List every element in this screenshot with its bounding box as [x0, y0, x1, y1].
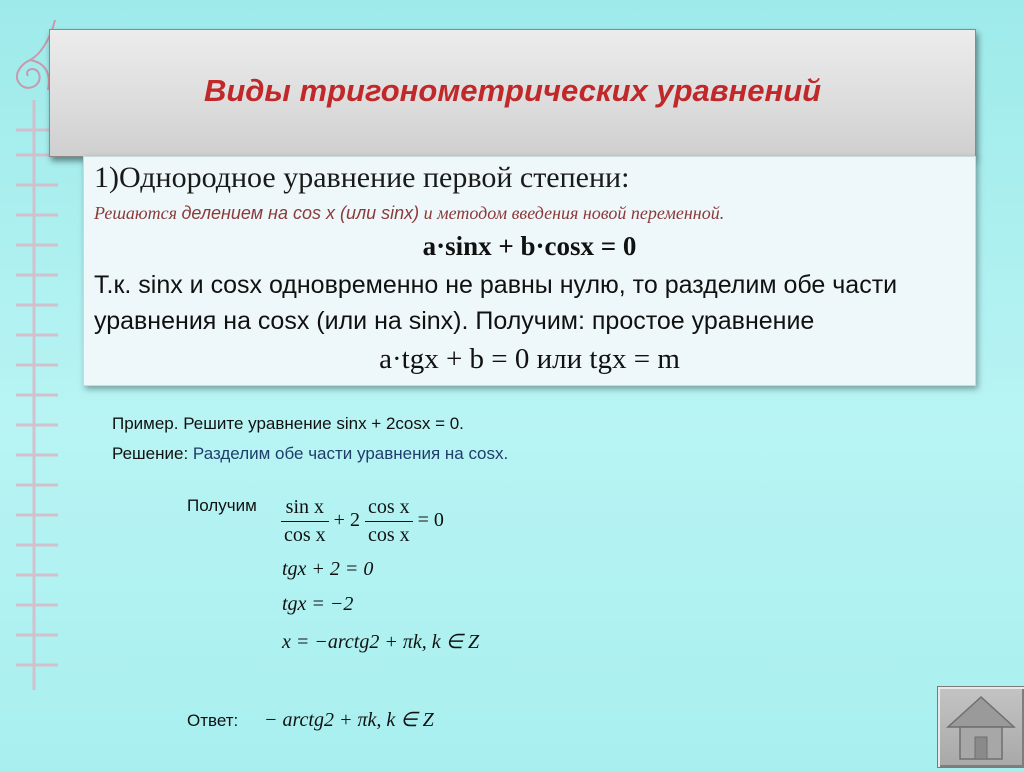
- method-note-part: и методом введения новой переменной: [419, 203, 720, 223]
- fraction-sin-over-cos: [281, 496, 329, 547]
- home-button[interactable]: [937, 686, 1024, 768]
- method-note-highlight: делением на cos x (или sinx): [181, 203, 420, 223]
- result-equation: a·tgx + b = 0 или tgx = m: [379, 343, 680, 375]
- fraction-numerator: cos x: [365, 496, 413, 522]
- explanation-line-2: уравнения на cosx (или на sinx). Получим: простое уравнение: [94, 307, 815, 335]
- answer-value: − arctg2 + πk, k ∈ Z: [264, 709, 434, 731]
- title-banner: [49, 29, 976, 157]
- method-note-part: Решаются: [94, 203, 182, 223]
- answer-label: Ответ:: [187, 711, 239, 730]
- solution-line: [112, 444, 508, 464]
- fraction-numerator: sin x: [281, 496, 329, 522]
- method-note-part: .: [719, 203, 725, 223]
- explanation-line-1: Т.к. sinx и cosx одновременно не равны нулю, то разделим обе части: [94, 271, 898, 299]
- main-equation: a·sinx + b·cosx = 0: [422, 231, 637, 261]
- fraction-denominator: cos x: [367, 524, 410, 546]
- derivation-step-3: tgx = −2: [282, 593, 354, 615]
- derivation-step-2: tgx + 2 = 0: [282, 558, 374, 580]
- equals-zero: = 0: [417, 509, 444, 532]
- example-line: [112, 414, 464, 434]
- slide-title: Виды тригонометрических уравнений: [203, 73, 822, 108]
- section-heading: 1)Однородное уравнение первой степени:: [94, 161, 630, 194]
- plus-two: + 2: [333, 509, 360, 532]
- example-equation: sinx + 2cosx = 0.: [336, 414, 464, 433]
- example-label: Пример. Решите уравнение: [112, 414, 332, 433]
- solution-label: Решение:: [112, 444, 189, 463]
- derivation-step-4: x = −arctg2 + πk, k ∈ Z: [282, 631, 480, 653]
- method-note: [94, 203, 724, 224]
- solution-text: Разделим обе части уравнения на cosx.: [188, 444, 509, 463]
- home-icon: [938, 687, 1024, 767]
- fraction-cos-over-cos: [365, 496, 413, 547]
- derivation-intro: Получим: [187, 496, 257, 515]
- fraction-denominator: cos x: [284, 524, 326, 546]
- theory-panel: [83, 156, 976, 386]
- fraction-equation: [281, 496, 444, 547]
